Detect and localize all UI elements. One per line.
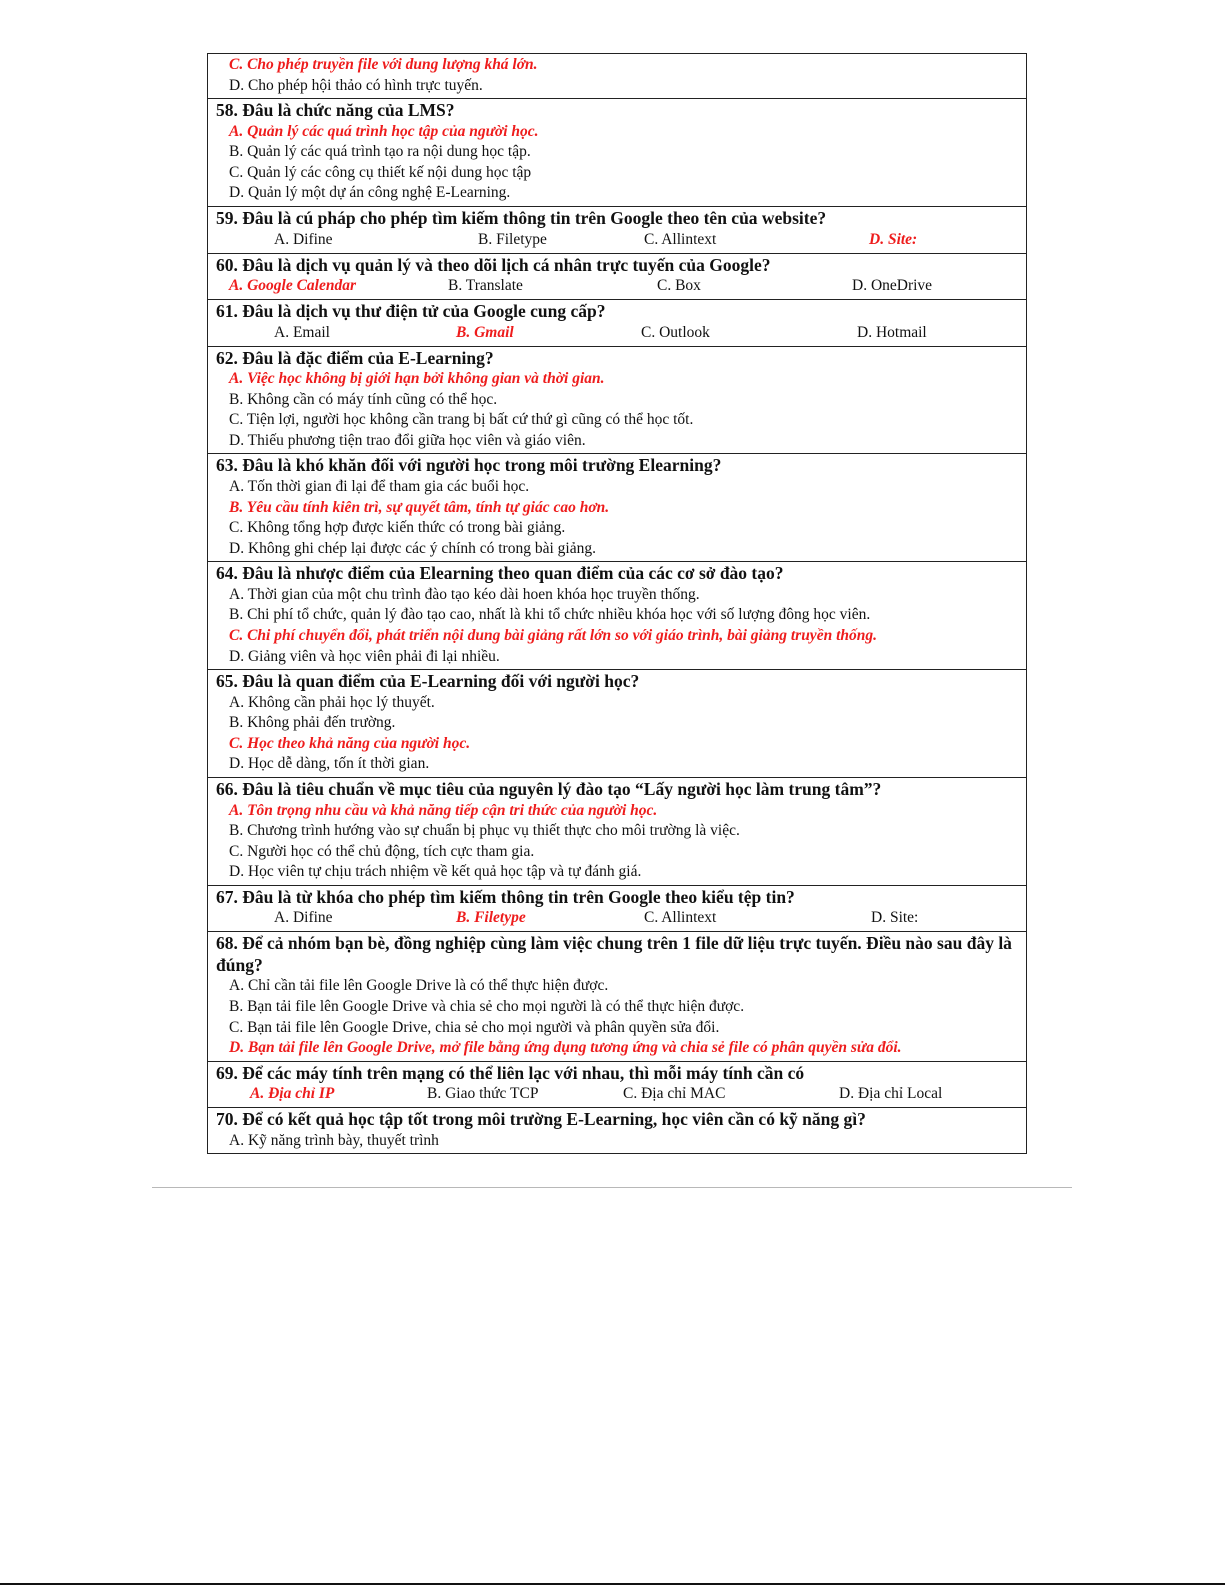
q63-option-c: C. Không tổng hợp được kiến thức có trong bài giảng.: [229, 519, 566, 537]
q61-option-a: A. Email: [274, 323, 330, 341]
q67-option-c: C. Allintext: [644, 909, 717, 927]
q60-options-row: [216, 276, 1018, 297]
q69-option-b: B. Giao thức TCP: [427, 1085, 539, 1103]
q61-option-b-correct: B. Gmail: [456, 323, 514, 341]
q61-option-c: C. Outlook: [641, 323, 710, 341]
q61-option-d: D. Hotmail: [857, 323, 927, 341]
q65-title: 65. Đâu là quan điểm của E-Learning đối với người học?: [216, 671, 640, 692]
q59-option-c: C. Allintext: [644, 230, 717, 248]
q69-option-a-correct: A. Địa chỉ IP: [250, 1085, 335, 1103]
q60-option-d: D. OneDrive: [852, 277, 933, 295]
q61-options-row: [216, 323, 1018, 344]
q64-option-d: D. Giảng viên và học viên phải đi lại nhiều.: [229, 647, 500, 665]
q66-option-b: B. Chương trình hướng vào sự chuẩn bị phục vụ thiết thực cho môi trường là việc.: [229, 822, 740, 840]
q69-options-row: [216, 1084, 1018, 1105]
q58-option-c: C. Quản lý các công cụ thiết kế nội dung học tập: [229, 163, 532, 181]
question-61-block: [208, 300, 1026, 347]
q59-title: 59. Đâu là cú pháp cho phép tìm kiếm thông tin trên Google theo tên của website?: [216, 208, 827, 229]
q62-option-d: D. Thiếu phương tiện trao đổi giữa học viên và giáo viên.: [229, 431, 586, 449]
question-57-block: [208, 54, 1026, 99]
q61-title: 61. Đâu là dịch vụ thư điện tử của Google cung cấp?: [216, 301, 606, 322]
q66-option-c: C. Người học có thể chủ động, tích cực tham gia.: [229, 842, 535, 860]
q59-option-d-correct: D. Site:: [869, 230, 918, 248]
question-66-block: [208, 778, 1026, 886]
q65-option-a: A. Không cần phải học lý thuyết.: [229, 693, 435, 711]
q58-option-b: B. Quản lý các quá trình tạo ra nội dung học tập.: [229, 143, 531, 161]
q62-option-c: C. Tiện lợi, người học không cần trang bị bất cứ thứ gì cũng có thể học tốt.: [229, 411, 694, 429]
q63-title: 63. Đâu là khó khăn đối với người học trong môi trường Elearning?: [216, 455, 722, 476]
question-table: [207, 53, 1027, 1154]
q67-option-b-correct: B. Filetype: [456, 909, 526, 927]
q68-option-a: A. Chỉ cần tải file lên Google Drive là có thể thực hiện được.: [229, 977, 609, 995]
q67-options-row: [216, 908, 1018, 929]
question-62-block: [208, 347, 1026, 455]
question-60-block: [208, 254, 1026, 301]
q58-option-a-correct: A. Quản lý các quá trình học tập của người học.: [229, 122, 539, 140]
q66-title: 66. Đâu là tiêu chuẩn về mục tiêu của nguyên lý đào tạo “Lấy người học làm trung tâm”?: [216, 779, 882, 800]
q57-option-d: D. Cho phép hội thảo có hình trực tuyến.: [229, 76, 483, 94]
q60-option-a-correct: A. Google Calendar: [229, 277, 357, 295]
question-64-block: [208, 562, 1026, 670]
q63-option-d: D. Không ghi chép lại được các ý chính có trong bài giảng.: [229, 539, 596, 557]
q66-option-a-correct: A. Tôn trọng nhu cầu và khả năng tiếp cận tri thức của người học.: [229, 801, 658, 819]
q60-title: 60. Đâu là dịch vụ quản lý và theo dõi lịch cá nhân trực tuyến của Google?: [216, 254, 771, 275]
q59-option-b: B. Filetype: [478, 230, 547, 248]
q67-option-a: A. Difine: [274, 909, 333, 927]
q58-title: 58. Đâu là chức năng của LMS?: [216, 100, 455, 121]
q62-option-a-correct: A. Việc học không bị giới hạn bởi không gian và thời gian.: [229, 370, 605, 388]
q64-title: 64. Đâu là nhược điểm của Elearning theo quan điểm của các cơ sở đào tạo?: [216, 563, 784, 584]
q64-option-b: B. Chi phí tổ chức, quản lý đào tạo cao, nhất là khi tổ chức nhiều khóa học với số lượng đông học viên.: [229, 606, 871, 624]
question-67-block: [208, 886, 1026, 933]
q69-option-d: D. Địa chỉ Local: [839, 1085, 943, 1103]
q67-option-d: D. Site:: [871, 909, 919, 927]
question-69-block: [208, 1062, 1026, 1109]
q65-option-b: B. Không phải đến trường.: [229, 714, 396, 732]
q65-option-d: D. Học dễ dàng, tốn ít thời gian.: [229, 755, 430, 773]
q64-option-a: A. Thời gian của một chu trình đào tạo kéo dài hoen khóa học truyền thống.: [229, 585, 700, 603]
question-58-block: [208, 99, 1026, 207]
q70-title: 70. Để có kết quả học tập tốt trong môi trường E-Learning, học viên cần có kỹ năng gì?: [216, 1109, 866, 1130]
q59-option-a: A. Difine: [274, 230, 333, 248]
q64-option-c-correct: C. Chi phí chuyển đổi, phát triển nội dung bài giảng rất lớn so với giáo trình, bài giảng truyền thống.: [229, 627, 877, 644]
q68-option-c: C. Bạn tải file lên Google Drive, chia sẻ cho mọi người và phân quyền sửa đổi.: [229, 1018, 720, 1036]
q69-title: 69. Để các máy tính trên mạng có thể liên lạc với nhau, thì mỗi máy tính cần có: [216, 1062, 805, 1083]
q63-option-a: A. Tốn thời gian đi lại để tham gia các buổi học.: [229, 477, 530, 495]
q70-option-a: A. Kỹ năng trình bày, thuyết trình: [229, 1131, 439, 1149]
q68-title: 68. Để cả nhóm bạn bè, đồng nghiệp cùng làm việc chung trên 1 file dữ liệu trực tuyến. Điều nào sau đây là đúng?: [216, 933, 1012, 975]
q57-option-c-correct: C. Cho phép truyền file với dung lượng khá lớn.: [229, 56, 538, 73]
q60-option-c: C. Box: [657, 277, 701, 295]
q66-option-d: D. Học viên tự chịu trách nhiệm về kết quả học tập và tự đánh giá.: [229, 863, 642, 881]
q58-option-d: D. Quản lý một dự án công nghệ E-Learning.: [229, 184, 511, 202]
q62-title: 62. Đâu là đặc điểm của E-Learning?: [216, 347, 494, 368]
q65-option-c-correct: C. Học theo khả năng của người học.: [229, 734, 471, 752]
q69-option-c: C. Địa chỉ MAC: [623, 1085, 726, 1103]
q62-option-b: B. Không cần có máy tính cũng có thể học.: [229, 390, 498, 408]
q63-option-b-correct: B. Yêu cầu tính kiên trì, sự quyết tâm, tính tự giác cao hơn.: [229, 498, 610, 516]
q68-option-b: B. Bạn tải file lên Google Drive và chia sẻ cho mọi người là có thể thực hiện được.: [229, 998, 745, 1016]
question-63-block: [208, 454, 1026, 562]
question-68-block: [208, 932, 1026, 1061]
q59-options-row: [216, 230, 1018, 251]
question-59-block: [208, 207, 1026, 254]
question-65-block: [208, 670, 1026, 778]
page-separator-line: [152, 1187, 1072, 1188]
q60-option-b: B. Translate: [448, 277, 523, 295]
q68-option-d-correct: D. Bạn tải file lên Google Drive, mở file bằng ứng dụng tương ứng và chia sẻ file có phân quyền sửa đổi.: [229, 1039, 902, 1057]
q67-title: 67. Đâu là từ khóa cho phép tìm kiếm thông tin trên Google theo kiểu tệp tin?: [216, 886, 795, 907]
question-70-block: [208, 1108, 1026, 1154]
